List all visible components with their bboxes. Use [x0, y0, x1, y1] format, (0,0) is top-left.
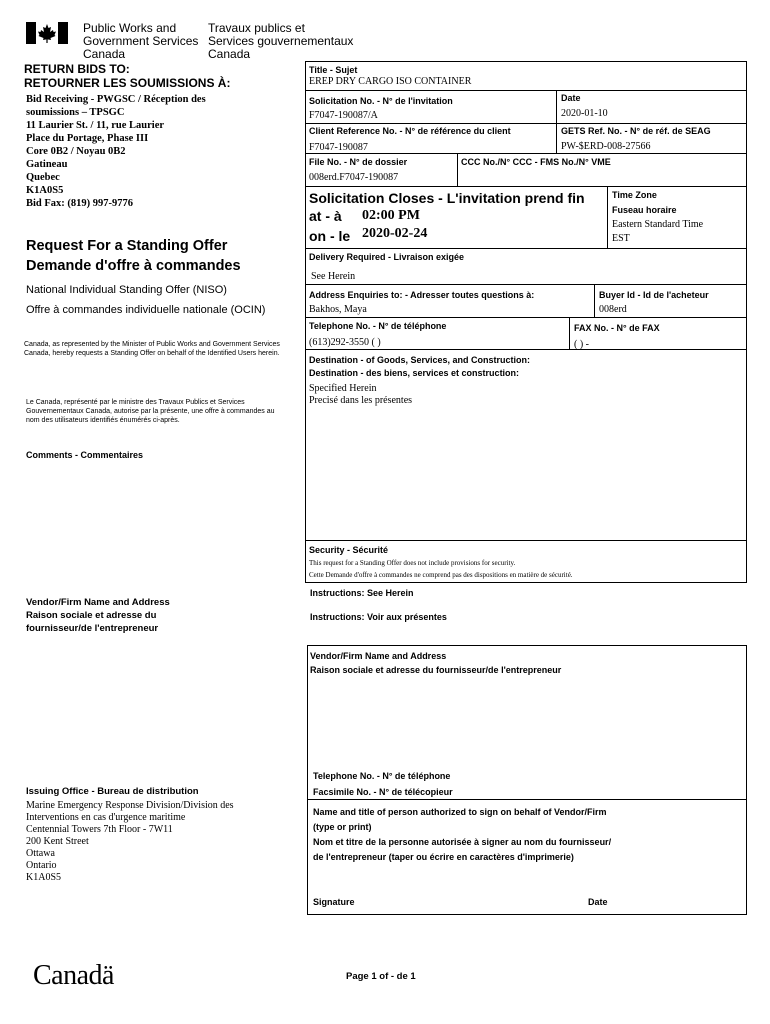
request-statement-french: Le Canada, représenté par le ministre des Travaux Publics et Services Gouvernementaux Canada, autorise par la présente, une offre à commandes au nom des utilisateurs identifiés énumérés ci-après. [26, 399, 275, 424]
department-name-english: Public Works and Government Services Canada [83, 21, 199, 61]
canada-flag-icon [26, 22, 68, 44]
divider [306, 284, 746, 285]
solicitation-closes-label: Solicitation Closes - L'invitation prend fin [309, 190, 585, 206]
delivery-required-label: Delivery Required - Livraison exigée [309, 252, 465, 262]
fax-label: FAX No. - N° de FAX [574, 323, 660, 333]
telephone-value: (613)292-3550 ( ) [309, 337, 381, 348]
divider [308, 799, 746, 800]
closing-time-label: at - à [309, 208, 342, 224]
divider [569, 317, 570, 349]
security-statement-french: Cette Demande d'offre à commandes ne comprend pas des dispositions en matière de sécurité. [309, 571, 573, 579]
client-reference-value: F7047-190087 [309, 142, 368, 153]
title-value: EREP DRY CARGO ISO CONTAINER [309, 76, 472, 87]
buyer-id-value: 008erd [599, 304, 627, 315]
date-value: 2020-01-10 [561, 108, 608, 119]
divider [306, 248, 746, 249]
divider [306, 90, 746, 91]
issuing-office-label: Issuing Office - Bureau de distribution [26, 786, 199, 797]
solicitation-form [305, 61, 747, 583]
divider [306, 153, 746, 154]
department-name-french: Travaux publics et Services gouvernementaux Canada [208, 21, 354, 61]
canada-wordmark: Canadä [33, 960, 114, 991]
vendor-information-box [307, 645, 747, 915]
issuing-office-address: Marine Emergency Response Division/Division des Interventions en cas d'urgence maritime Centennial Towers 7th Floor - 7W11 200 Kent Street Ottawa Ontario K1A0S5 [26, 800, 234, 883]
time-zone-value: Eastern Standard Time EST [612, 219, 704, 244]
vendor-label: Vendor/Firm Name and Address Raison sociale et adresse du fournisseur/de l'entrepreneur [310, 651, 562, 675]
date-label: Date [561, 93, 581, 103]
signature-label: Signature [313, 897, 355, 907]
telephone-label: Telephone No. - N° de téléphone [309, 321, 447, 331]
divider [306, 317, 746, 318]
instructions-french: Instructions: Voir aux présentes [310, 612, 447, 622]
vendor-label-left: Vendor/Firm Name and Address Raison sociale et adresse du fournisseur/de l'entrepreneur [26, 597, 170, 634]
divider [594, 284, 595, 317]
vendor-telephone-label: Telephone No. - N° de téléphone [313, 771, 451, 781]
divider [306, 186, 746, 187]
return-bids-heading: RETURN BIDS TO: RETOURNER LES SOUMISSIONS À: [24, 62, 231, 90]
solicitation-label: Solicitation No. - N° de l'invitation [309, 96, 453, 106]
closing-date-label: on - le [309, 228, 351, 244]
divider [607, 186, 608, 248]
instructions-english: Instructions: See Herein [310, 588, 414, 598]
client-reference-label: Client Reference No. - N° de référence du client [309, 126, 511, 136]
fax-value: ( ) - [574, 339, 589, 350]
file-number-value: 008erd.F7047-190087 [309, 172, 399, 183]
return-bids-address: Bid Receiving - PWGSC / Réception des soumissions – TPSGC 11 Laurier St. / 11, rue Laurier Place du Portage, Phase III Core 0B2 / Noyau 0B2 Gatineau Quebec K1A0S5 Bid Fax: (819) 997-9776 [26, 94, 206, 209]
page-number: Page 1 of - de 1 [346, 971, 416, 982]
destination-value: Specified Herein Precisé dans les présentes [309, 383, 413, 406]
address-enquiries-label: Address Enquiries to: - Adresser toutes questions à: [309, 290, 535, 300]
title-label: Title - Sujet [309, 65, 358, 75]
comments-label: Comments - Commentaires [26, 450, 144, 460]
gets-reference-value: PW-$ERD-008-27566 [561, 141, 651, 152]
divider [556, 123, 557, 153]
ccc-number-label: CCC No./N° CCC - FMS No./N° VME [461, 157, 611, 167]
divider [556, 90, 557, 123]
divider [306, 540, 746, 541]
delivery-required-value: See Herein [311, 271, 356, 282]
closing-time-value: 02:00 PM [362, 208, 420, 223]
divider [306, 349, 746, 350]
gets-reference-label: GETS Ref. No. - N° de réf. de SEAG [561, 126, 711, 136]
destination-label: Destination - of Goods, Services, and Construction: Destination - des biens, services et construction: [309, 355, 531, 378]
request-statement-english: Canada, as represented by the Minister of Public Works and Government Services Canada, hereby requests a Standing Offer on behalf of the Identified Users herein. [24, 341, 280, 357]
time-zone-label: Time Zone Fuseau horaire [612, 190, 677, 215]
closing-date-value: 2020-02-24 [362, 226, 428, 241]
vendor-facsimile-label: Facsimile No. - N° de télécopieur [313, 787, 453, 797]
solicitation-value: F7047-190087/A [309, 110, 378, 121]
security-statement-english: This request for a Standing Offer does not include provisions for security. [309, 559, 516, 567]
security-label: Security - Sécurité [309, 545, 389, 555]
offer-type: National Individual Standing Offer (NISO) Offre à commandes individuelle nationale (OCIN) [26, 284, 266, 316]
signature-date-label: Date [588, 897, 608, 907]
divider [457, 153, 458, 186]
document-title: Request For a Standing Offer Demande d'offre à commandes [26, 238, 241, 274]
buyer-id-label: Buyer Id - Id de l'acheteur [599, 290, 709, 300]
divider [306, 123, 746, 124]
file-number-label: File No. - N° de dossier [309, 157, 408, 167]
authorized-signatory-label: Name and title of person authorized to sign on behalf of Vendor/Firm (type or print) Nom et titre de la personne autorisée à signer au nom du fournisseur/ de l'entrepreneur (taper ou écrire en caractères d'imprimerie) [313, 807, 612, 862]
address-enquiries-value: Bakhos, Maya [309, 304, 367, 315]
